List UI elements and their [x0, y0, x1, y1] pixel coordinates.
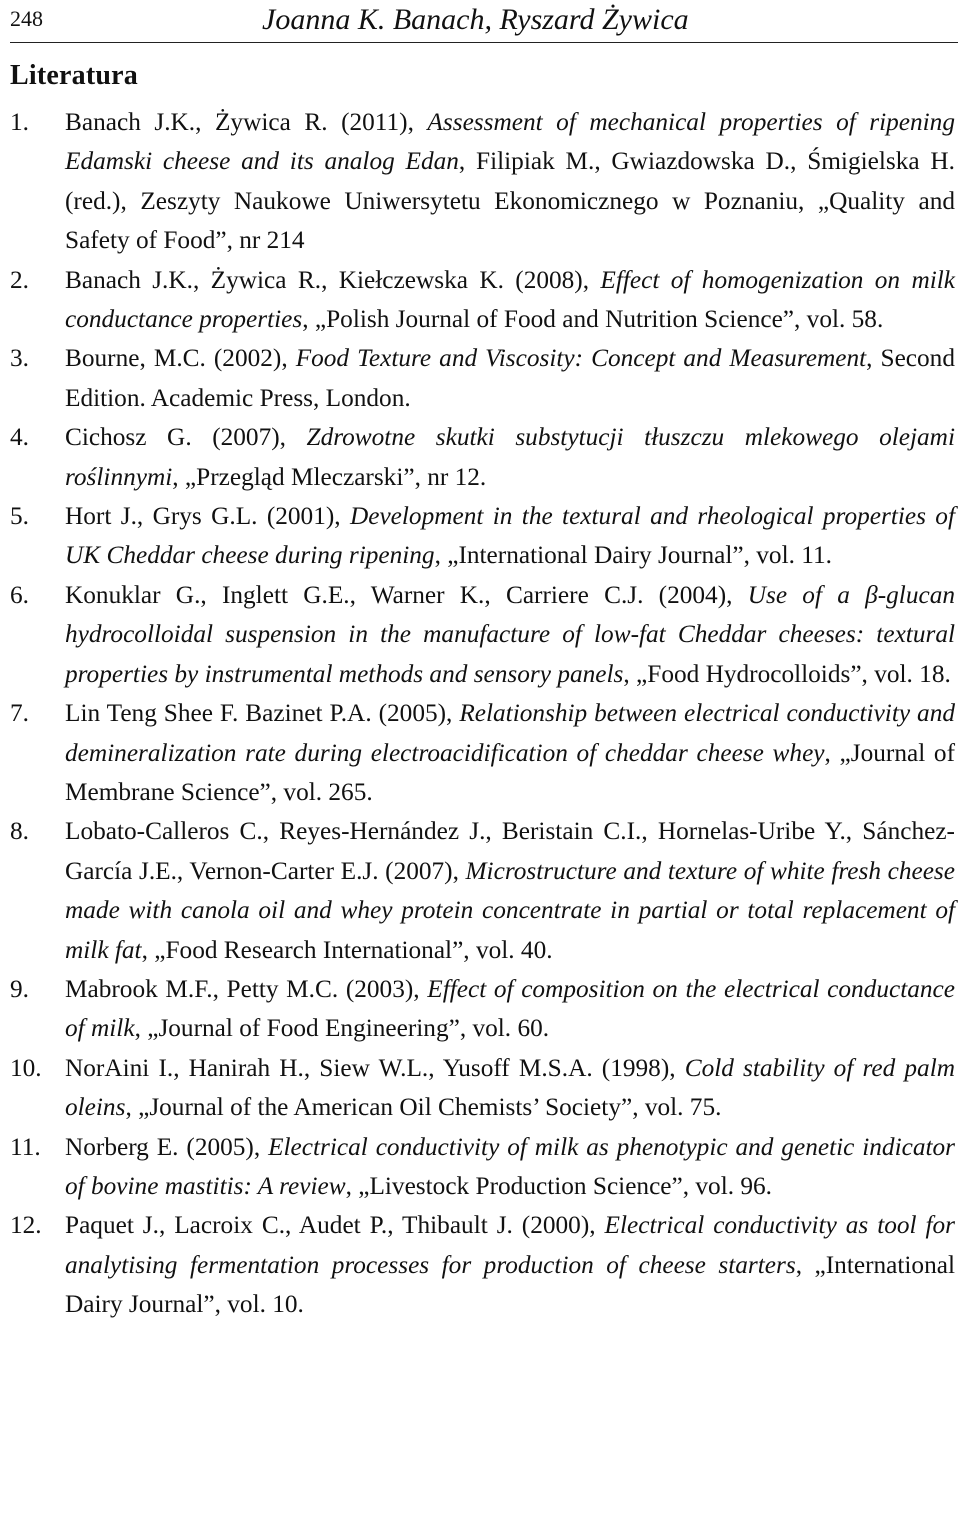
reference-segment: , „Journal of Food Engineering”, vol. 60. [134, 1014, 550, 1043]
reference-number: 3. [10, 344, 29, 373]
page-header [10, 2, 958, 43]
reference-title: Electrical conductivity as tool for analytising fermentation processes for production of cheese starters [65, 1211, 956, 1279]
reference-item [10, 970, 955, 1049]
reference-item [10, 812, 955, 970]
reference-item [10, 694, 955, 812]
reference-number: 5. [10, 502, 29, 531]
page-number: 248 [10, 6, 43, 31]
running-head: Joanna K. Banach, Ryszard Żywica [262, 3, 689, 36]
reference-segment: , „International Dairy Journal”, vol. 11. [434, 541, 832, 570]
reference-segment: Banach J.K., Żywica R., Kiełczewska K. (2008), [65, 265, 601, 294]
reference-number: 11. [10, 1132, 41, 1161]
reference-number: 1. [10, 108, 29, 136]
reference-text [65, 1206, 955, 1324]
reference-number: 8. [10, 817, 29, 846]
reference-title: Effect of homogenization on milk conductance properties [65, 265, 955, 334]
reference-item [10, 103, 955, 261]
reference-segment: , „Journal of Membrane Science”, vol. 265. [65, 738, 956, 806]
reference-number: 10. [10, 1053, 42, 1082]
reference-segment: Banach J.K., Żywica R. (2011), [65, 108, 428, 136]
reference-item [10, 497, 955, 576]
reference-title: Food Texture and Viscosity: Concept and Measurement [295, 344, 867, 373]
reference-text [65, 103, 955, 261]
reference-segment: , „Journal of the American Oil Chemists’ Society”, vol. 75. [125, 1093, 722, 1122]
reference-segment: , „Polish Journal of Food and Nutrition Science”, vol. 58. [302, 305, 884, 334]
reference-title: Development in the textural and rheological properties of UK Cheddar cheese during ripening [65, 502, 955, 570]
reference-segment: , „International Dairy Journal”, vol. 10. [65, 1250, 955, 1319]
reference-segment: Lin Teng Shee F. Bazinet P.A. (2005), [65, 699, 460, 728]
reference-number: 6. [10, 580, 29, 609]
reference-segment: Paquet J., Lacroix C., Audet P., Thibault J. (2000), [65, 1211, 605, 1240]
reference-segment: , „Food Hydrocolloids”, vol. 18. [623, 659, 951, 688]
reference-text [65, 576, 955, 694]
reference-segment: , Filipiak M., Gwiazdowska D., Śmigielska H. (red.), Zeszyty Naukowe Uniwersytetu Ekonomicznego w Poznaniu, „Quality and Safety of Food”, nr 214 [65, 147, 955, 255]
reference-number: 7. [10, 699, 29, 728]
reference-text [65, 497, 955, 576]
reference-number: 9. [10, 974, 29, 1003]
reference-text [65, 339, 955, 418]
reference-text [65, 694, 955, 812]
reference-item [10, 1128, 955, 1207]
reference-segment: , Second Edition. Academic Press, London. [65, 344, 955, 412]
section-title: Literatura [10, 60, 138, 91]
reference-title: Assessment of mechanical properties of ripening Edamski cheese and its analog Edan [65, 108, 955, 176]
reference-segment: , „Food Research International”, vol. 40. [141, 935, 553, 964]
reference-segment: Norberg E. (2005), [65, 1132, 269, 1161]
reference-segment: Hort J., Grys G.L. (2001), [65, 502, 350, 531]
reference-title: Zdrowotne skutki substytucji tłuszczu mlekowego olejami roślinnymi [65, 423, 955, 491]
reference-item [10, 418, 955, 497]
reference-text [65, 1128, 955, 1207]
reference-title: Cold stability of red palm oleins [65, 1053, 955, 1122]
reference-text [65, 970, 955, 1049]
reference-segment: Bourne, M.C. (2002), [65, 344, 296, 373]
reference-title: Effect of composition on the electrical conductance of milk [65, 974, 955, 1043]
reference-text [65, 1049, 955, 1128]
reference-segment: Cichosz G. (2007), [65, 423, 307, 452]
reference-title: Electrical conductivity of milk as phenotypic and genetic indicator of bovine mastitis: A review [65, 1132, 955, 1200]
reference-segment: Mabrook M.F., Petty M.C. (2003), [65, 974, 428, 1003]
reference-title: Microstructure and texture of white fresh cheese made with canola oil and whey protein concentrate in partial or total replacement of milk fat [65, 856, 955, 964]
reference-segment: , „Livestock Production Science”, vol. 96. [345, 1171, 773, 1200]
reference-list [10, 103, 955, 1325]
reference-segment: NorAini I., Hanirah H., Siew W.L., Yusoff M.S.A. (1998), [65, 1053, 685, 1082]
reference-segment: Lobato-Calleros C., Reyes-Hernández J., Beristain C.I., Hornelas-Uribe Y., Sánchez-García J.E., Vernon-Carter E.J. (2007), [65, 817, 955, 885]
reference-number: 2. [10, 265, 29, 294]
reference-item [10, 261, 955, 340]
reference-segment: , „Przegląd Mleczarski”, nr 12. [172, 462, 487, 491]
reference-title: Use of a β-glucan hydrocolloidal suspension in the manufacture of low-fat Cheddar cheeses: textural properties by instrumental methods and sensory panels [65, 580, 955, 688]
reference-number: 12. [10, 1211, 42, 1240]
reference-title: Relationship between electrical conductivity and demineralization rate during electroacidification of cheddar cheese whey [65, 699, 955, 767]
reference-number: 4. [10, 423, 29, 452]
reference-text [65, 418, 955, 497]
reference-item [10, 576, 955, 694]
reference-text [65, 812, 955, 970]
reference-item [10, 1206, 955, 1324]
reference-segment: Konuklar G., Inglett G.E., Warner K., Carriere C.J. (2004), [65, 580, 748, 609]
reference-item [10, 339, 955, 418]
reference-item [10, 1049, 955, 1128]
reference-text [65, 261, 955, 340]
